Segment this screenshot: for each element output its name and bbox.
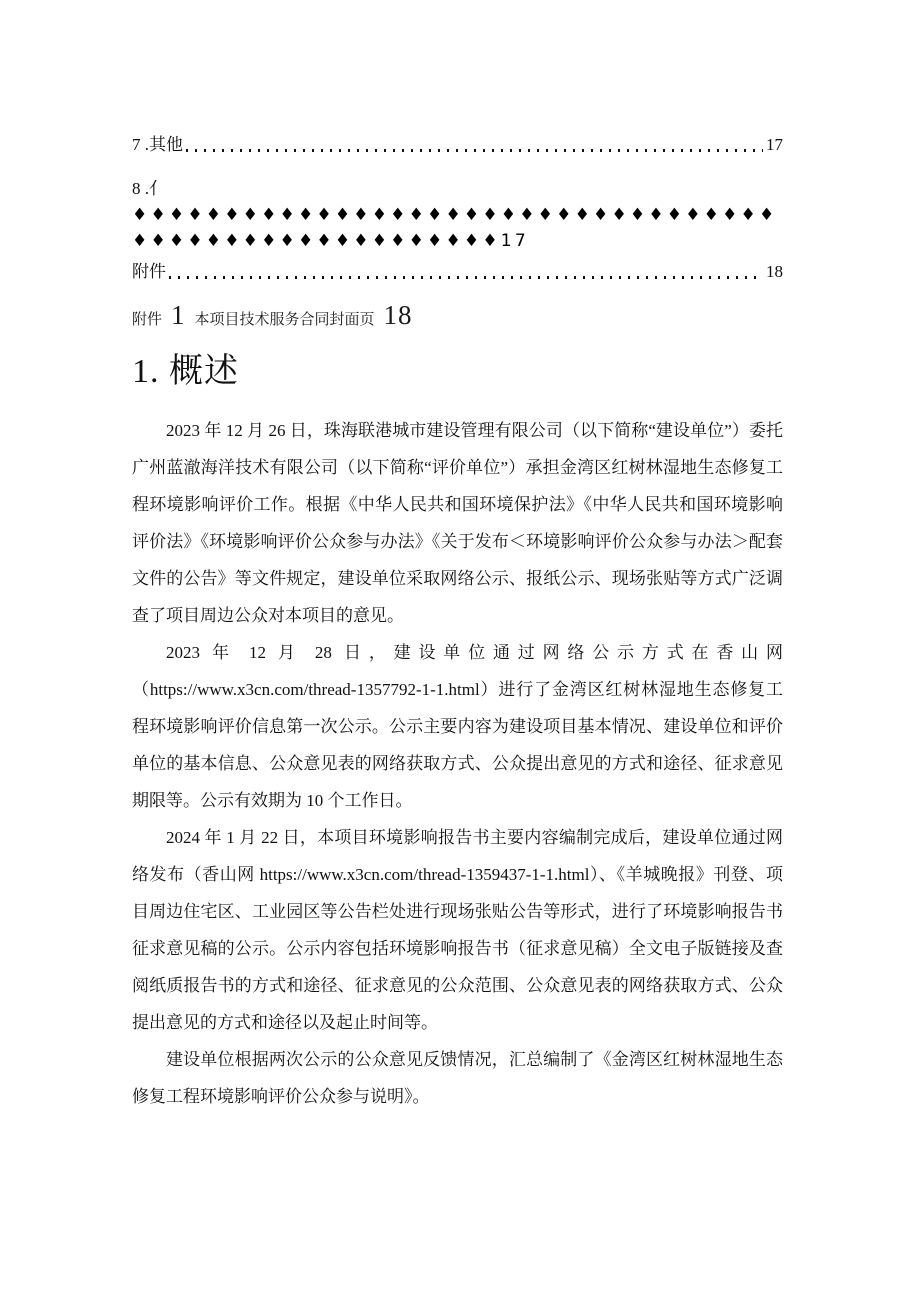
attachment-page-number: 18 — [383, 300, 413, 330]
body-paragraph-3: 2024 年 1 月 22 日，本项目环境影响报告书主要内容编制完成后，建设单位通过网络发布（香山网 https://www.x3cn.com/thread-1359437-1-1.html）、《羊城晚报》刊登、项目周边住宅区、工业园区等公告栏处进行现场张贴公告等形式，进行了环境影响报告书征求意见稿的公示。公示内容包括环境影响报告书（征求意见稿）全文电子版链接及查阅纸质报告书的方式和途径、征求意见的公众范围、公众意见表的网络获取方式、公众提出意见的方式和途径以及起止时间等。 — [132, 828, 783, 1032]
toc-entry-label: 8 .亻 — [132, 179, 166, 198]
dot-leader — [186, 149, 763, 152]
section-heading: 1. 概述 — [132, 353, 239, 390]
toc-entry-label: 附件 — [132, 262, 166, 281]
toc-entry-label: 7 .其他 — [132, 135, 183, 154]
toc-entry-attachment-1 — [132, 296, 783, 339]
attachment-title: 本项目技术服务合同封面页 — [194, 312, 375, 328]
toc-page-number: 17 — [766, 135, 783, 154]
body-paragraph-2: 2023 年 12 月 28 日，建设单位通过网络公示方式在香山网（https://www.x3cn.com/thread-1357792-1-1.html）进行了金湾区红树林湿地生态修复工程环境影响评价信息第一次公示。公示主要内容为建设项目基本情况、建设单位和评价单位的基本信息、公众意见表的网络获取方式、公众提出意见的方式和途径、征求意见期限等。公示有效期为 10 个工作日。 — [132, 643, 783, 810]
dot-leader — [169, 276, 763, 279]
toc-entry-other — [132, 135, 783, 155]
toc-entry-8 — [132, 179, 783, 199]
toc-entry-corrupted-leader: ♦♦♦♦♦♦♦♦♦♦♦♦♦♦♦♦♦♦♦♦♦♦♦♦♦♦♦♦♦♦♦♦♦♦♦♦♦♦♦♦♦♦♦♦♦♦♦♦♦♦♦♦♦♦♦17 — [132, 205, 778, 251]
body-paragraph-4: 建设单位根据两次公示的公众意见反馈情况，汇总编制了《金湾区红树林湿地生态修复工程环境影响评价公众参与说明》。 — [132, 1050, 783, 1106]
attachment-number: 1 — [171, 300, 186, 330]
toc-entry-attachment — [132, 262, 783, 282]
body-paragraph-1: 2023 年 12 月 26 日，珠海联港城市建设管理有限公司（以下简称“建设单位”）委托广州蓝澈海洋技术有限公司（以下简称“评价单位”）承担金湾区红树林湿地生态修复工程环境影响评价工作。根据《中华人民共和国环境保护法》《中华人民共和国环境影响评价法》《环境影响评价公众参与办法》《关于发布＜环境影响评价公众参与办法＞配套文件的公告》等文件规定，建设单位采取网络公示、报纸公示、现场张贴等方式广泛调查了项目周边公众对本项目的意见。 — [132, 421, 783, 625]
table-of-contents — [132, 135, 783, 339]
attachment-prefix: 附件 — [132, 312, 163, 328]
toc-page-number: 18 — [766, 262, 783, 281]
